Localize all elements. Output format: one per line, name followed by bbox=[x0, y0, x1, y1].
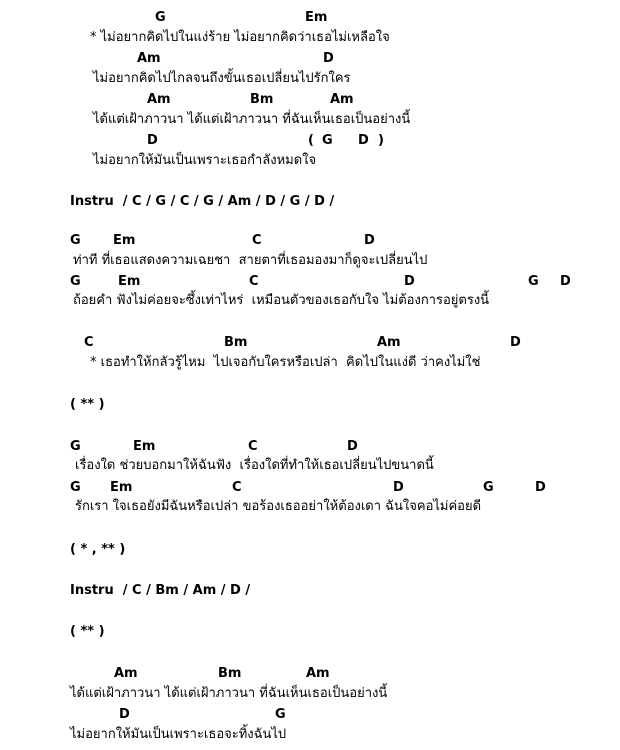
chord-symbol: G bbox=[70, 439, 81, 454]
chord-symbol: C bbox=[232, 480, 242, 495]
chord-symbol: Em bbox=[133, 439, 156, 454]
chord-symbol: Am bbox=[377, 335, 401, 350]
chord-symbol: G bbox=[528, 274, 539, 289]
chord-symbol: Bm bbox=[218, 666, 242, 681]
lyric-line: ถ้อยคำ ฟังไม่ค่อยจะซึ้งเท่าไหร่ เหมือนตัวของเธอกับใจ ไม่ต้องการอยู่ตรงนี้ bbox=[73, 293, 490, 308]
chord-symbol: ( bbox=[308, 133, 314, 148]
chord-symbol: Em bbox=[305, 10, 328, 25]
lyric-line: รักเรา ใจเธอยังมีฉันหรือเปล่า ขอร้องเธออย่าให้ต้องเดา ฉันใจคอไม่ค่อยดี bbox=[75, 499, 482, 514]
chord-symbol: D bbox=[147, 133, 158, 148]
chord-symbol: D bbox=[535, 480, 546, 495]
chord-symbol: G bbox=[322, 133, 333, 148]
chord-symbol: G bbox=[275, 707, 286, 722]
chord-symbol: D bbox=[323, 51, 334, 66]
lyric-line: * เธอทำให้กลัวรู้ไหม ไปเจอกับใครหรือเปล่า คิดไปในแง่ดี ว่าคงไม่ใช่ bbox=[90, 355, 481, 370]
chord-symbol: C bbox=[249, 274, 259, 289]
section-label: Instru / C / Bm / Am / D / bbox=[70, 583, 251, 598]
lyric-line: ไม่อยากคิดไปไกลจนถึงขั้นเธอเปลี่ยนไปรักใคร bbox=[93, 71, 351, 86]
chord-symbol: C bbox=[84, 335, 94, 350]
chord-symbol: Am bbox=[147, 92, 171, 107]
section-label: Instru / C / G / C / G / Am / D / G / D / bbox=[70, 194, 335, 209]
chord-symbol: C bbox=[252, 233, 262, 248]
section-label: ( * , ** ) bbox=[70, 542, 126, 557]
lyric-line: ได้แต่เฝ้าภาวนา ได้แต่เฝ้าภาวนา ที่ฉันเห็นเธอเป็นอย่างนี้ bbox=[93, 112, 411, 127]
chord-symbol: D bbox=[347, 439, 358, 454]
chord-symbol: Em bbox=[110, 480, 133, 495]
chord-symbol: Bm bbox=[250, 92, 274, 107]
chord-symbol: D bbox=[560, 274, 571, 289]
chord-symbol: Em bbox=[118, 274, 141, 289]
chord-symbol: C bbox=[248, 439, 258, 454]
lyric-line: ไม่อยากให้มันเป็นเพราะเธอจะทิ้งฉันไป bbox=[70, 727, 287, 742]
lyric-line: ได้แต่เฝ้าภาวนา ได้แต่เฝ้าภาวนา ที่ฉันเห็นเธอเป็นอย่างนี้ bbox=[70, 686, 388, 701]
chord-symbol: D bbox=[404, 274, 415, 289]
lyric-line: เรื่องใด ช่วยบอกมาให้ฉันฟัง เรื่องใดที่ทำให้เธอเปลี่ยนไปขนาดนี้ bbox=[75, 458, 434, 473]
lyric-line: ไม่อยากให้มันเป็นเพราะเธอกำลังหมดใจ bbox=[93, 153, 317, 168]
chord-symbol: G bbox=[70, 233, 81, 248]
chord-symbol: G bbox=[483, 480, 494, 495]
chord-symbol: G bbox=[70, 274, 81, 289]
chord-symbol: D bbox=[364, 233, 375, 248]
section-label: ( ** ) bbox=[70, 624, 105, 639]
lyric-line: ท่าที ที่เธอแสดงความเฉยชา สายตาที่เธอมองมาก็ดูจะเปลี่ยนไป bbox=[73, 253, 428, 268]
lyric-line: * ไม่อยากคิดไปในแง่ร้าย ไม่อยากคิดว่าเธอไม่เหลือใจ bbox=[90, 30, 390, 45]
chord-symbol: D bbox=[510, 335, 521, 350]
section-label: ( ** ) bbox=[70, 397, 105, 412]
chord-symbol: Am bbox=[114, 666, 138, 681]
chord-symbol: G bbox=[155, 10, 166, 25]
chord-symbol: D bbox=[393, 480, 404, 495]
chord-symbol: D bbox=[358, 133, 369, 148]
chord-symbol: ) bbox=[378, 133, 384, 148]
chord-symbol: Em bbox=[113, 233, 136, 248]
chord-symbol: Am bbox=[137, 51, 161, 66]
chord-symbol: Am bbox=[330, 92, 354, 107]
chord-symbol: Am bbox=[306, 666, 330, 681]
chord-symbol: Bm bbox=[224, 335, 248, 350]
chord-symbol: D bbox=[119, 707, 130, 722]
chord-symbol: G bbox=[70, 480, 81, 495]
